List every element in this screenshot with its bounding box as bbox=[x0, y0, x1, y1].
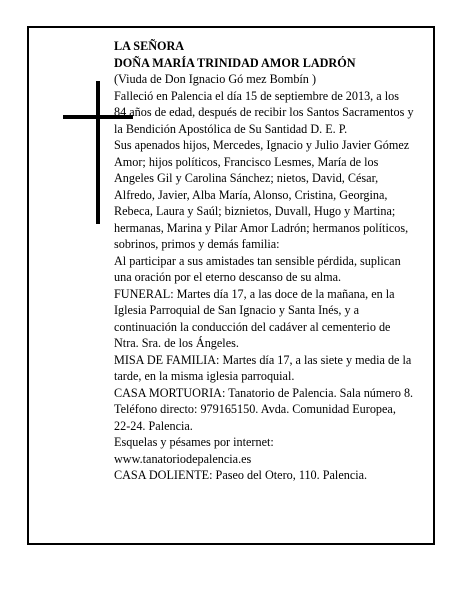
deceased-name: DOÑA MARÍA TRINIDAD AMOR LADRÓN bbox=[114, 55, 356, 70]
cross-icon bbox=[96, 81, 100, 224]
condolences-url[interactable]: www.tanatoriodepalencia.es bbox=[114, 451, 252, 466]
funeral-info: FUNERAL: Martes día 17, a las doce de la mañana, en la Iglesia Parroquial de San Ignacio y Santa Inés, y a continuación la conducción del cadáver al cementerio de Ntra. Sra. de los Ángeles. bbox=[114, 286, 395, 350]
family-mass-info: MISA DE FAMILIA: Martes día 17, a las siete y media de la tarde, en la misma iglesia parroquial. bbox=[114, 352, 412, 383]
condolences-label: Esquelas y pésames por internet: bbox=[114, 435, 274, 449]
widow-of: (Viuda de Don Ignacio Gó mez Bombín ) bbox=[114, 72, 317, 86]
obituary-text bbox=[114, 38, 414, 484]
prayer-request: Al participar a sus amistades tan sensible pérdida, suplican una oración por el eterno descanso de su alma. bbox=[114, 253, 401, 284]
notice-title: LA SEÑORA bbox=[114, 39, 185, 53]
family-list: Sus apenados hijos, Mercedes, Ignacio y Julio Javier Gómez Amor; hijos políticos, Francisco Lesmes, María de los Angeles Gil y Carolina Sánchez; nietos, David, César, Alfredo, Javier, Alba María, Alonso, Cristina, Georgina, Rebeca, Laura y Saúl; biznietos, Duvall, Hugo y Martina; hermanas, Marina y Pilar Amor Ladrón; hermanos políticos, sobrinos, primos y demás familia: bbox=[114, 138, 410, 251]
death-announcement: Falleció en Palencia el día 15 de septiembre de 2013, a los 84 años de edad, después de recibir los Santos Sacramentos y la Bendición Apostólica de Su Santidad D. E. P. bbox=[114, 88, 414, 136]
mortuary-info: CASA MORTUORIA: Tanatorio de Palencia. Sala número 8. Teléfono directo: 979165150. Avda. Comunidad Europea, 22-24. Palencia. bbox=[114, 385, 414, 433]
residence-info: CASA DOLIENTE: Paseo del Otero, 110. Palencia. bbox=[114, 468, 368, 482]
